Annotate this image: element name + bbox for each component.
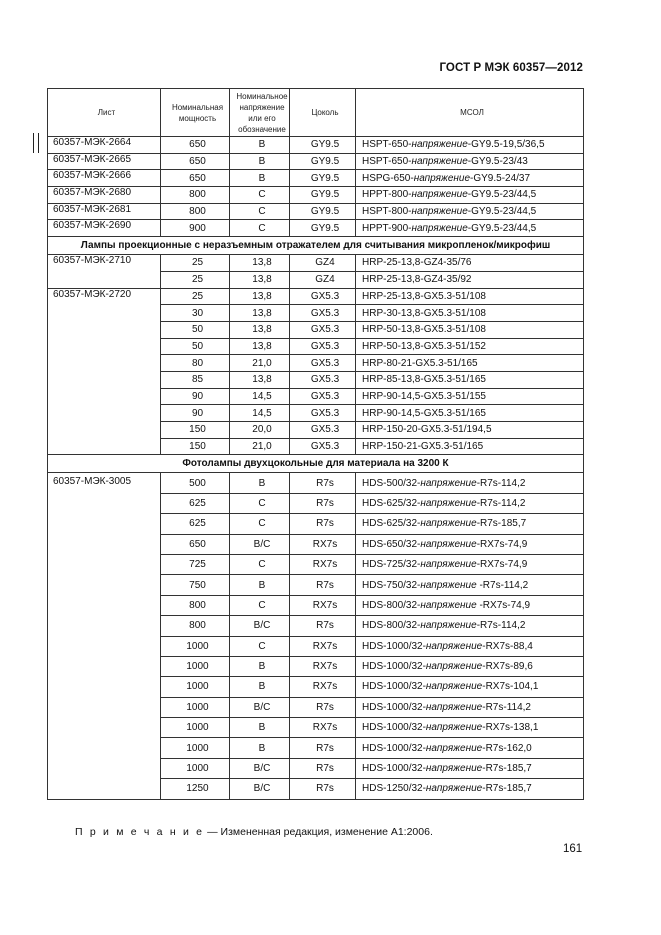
power-cell: 750 xyxy=(161,575,230,595)
cap-cell: GX5.3 xyxy=(290,438,356,455)
power-cell: 800 xyxy=(161,595,230,615)
designation-prefix: HDS-800/32- xyxy=(362,599,421,611)
voltage-cell: В/С xyxy=(230,697,290,717)
designation-prefix: HDS-750/32- xyxy=(362,579,421,591)
sheet-cell: 60357-МЭК-2664 xyxy=(48,137,161,154)
voltage-cell: 13,8 xyxy=(230,321,290,338)
voltage-cell: В xyxy=(230,738,290,758)
voltage-cell: 20,0 xyxy=(230,422,290,439)
voltage-cell: В xyxy=(230,473,290,493)
section-title-projection: Лампы проекционные с неразъемным отражателем для считывания микропленок/микрофиш xyxy=(48,237,584,255)
power-cell: 1000 xyxy=(161,697,230,717)
designation-cell: HRP-90-14,5-GX5.3-51/155 xyxy=(356,388,584,405)
note-text: — Измененная редакция, изменение А1:2006. xyxy=(204,826,433,838)
cap-cell: GX5.3 xyxy=(290,355,356,372)
power-cell: 1000 xyxy=(161,677,230,697)
designation-voltage-word: напряжение xyxy=(420,518,477,530)
designation-prefix: HDS-1000/32- xyxy=(362,661,426,673)
designation-prefix: HPPT-800- xyxy=(362,189,412,201)
power-cell: 650 xyxy=(161,534,230,554)
cap-cell: GZ4 xyxy=(290,255,356,272)
designation-voltage-word: напряжение xyxy=(411,222,468,234)
power-cell: 650 xyxy=(161,170,230,187)
power-cell: 30 xyxy=(161,305,230,322)
cap-cell: R7s xyxy=(290,758,356,778)
designation-cell xyxy=(356,187,584,204)
voltage-cell: С xyxy=(230,595,290,615)
cap-cell: R7s xyxy=(290,473,356,493)
designation-voltage-word: напряжение xyxy=(420,538,477,550)
cap-cell: R7s xyxy=(290,738,356,758)
designation-cell xyxy=(356,779,584,799)
designation-prefix: HSPT-650- xyxy=(362,139,412,151)
designation-cell: HRP-150-20-GX5.3-51/194,5 xyxy=(356,422,584,439)
power-cell: 800 xyxy=(161,203,230,220)
power-cell: 80 xyxy=(161,355,230,372)
table-row xyxy=(48,137,584,154)
voltage-cell: С xyxy=(230,636,290,656)
cap-cell: RX7s xyxy=(290,595,356,615)
cap-cell: R7s xyxy=(290,779,356,799)
power-cell: 1000 xyxy=(161,758,230,778)
cap-cell: RX7s xyxy=(290,554,356,574)
power-cell: 50 xyxy=(161,338,230,355)
voltage-cell: 13,8 xyxy=(230,371,290,388)
sheet-cell: 60357-МЭК-2666 xyxy=(48,170,161,187)
voltage-cell: 13,8 xyxy=(230,271,290,288)
voltage-cell: В/С xyxy=(230,758,290,778)
designation-suffix: -R7s-114,2 xyxy=(476,579,529,591)
designation-prefix: HSPG-650- xyxy=(362,172,414,184)
power-cell: 650 xyxy=(161,137,230,154)
power-cell: 90 xyxy=(161,405,230,422)
designation-cell xyxy=(356,697,584,717)
designation-suffix: -RX7s-88,4 xyxy=(482,640,533,652)
power-cell: 25 xyxy=(161,255,230,272)
designation-prefix: HDS-500/32- xyxy=(362,477,421,489)
cap-cell: GY9.5 xyxy=(290,220,356,237)
cap-cell: R7s xyxy=(290,575,356,595)
voltage-cell: С xyxy=(230,514,290,534)
cap-cell: RX7s xyxy=(290,718,356,738)
table-row xyxy=(48,288,584,305)
cap-cell: GX5.3 xyxy=(290,371,356,388)
designation-voltage-word: напряжение xyxy=(420,477,477,489)
designation-prefix: HDS-625/32- xyxy=(362,518,421,530)
power-cell: 150 xyxy=(161,422,230,439)
cap-cell: RX7s xyxy=(290,656,356,676)
voltage-cell: С xyxy=(230,187,290,204)
note-label: П р и м е ч а н и е xyxy=(75,826,205,838)
table-row xyxy=(48,473,584,493)
cap-cell: RX7s xyxy=(290,534,356,554)
designation-voltage-word: напряжение xyxy=(425,722,483,734)
designation-voltage-word: напряжение xyxy=(425,661,483,673)
sheet-cell: 60357-МЭК-2720 xyxy=(48,288,161,455)
designation-voltage-word: напряжение xyxy=(411,189,468,201)
cap-cell: GX5.3 xyxy=(290,388,356,405)
cap-cell: GY9.5 xyxy=(290,153,356,170)
designation-cell: HRP-50-13,8-GX5.3-51/108 xyxy=(356,321,584,338)
designation-voltage-word: напряжение xyxy=(425,681,483,693)
section-row xyxy=(48,455,584,473)
power-cell: 800 xyxy=(161,616,230,636)
designation-voltage-word: напряжение xyxy=(420,497,477,509)
power-cell: 1000 xyxy=(161,718,230,738)
power-cell: 625 xyxy=(161,514,230,534)
designation-cell xyxy=(356,575,584,595)
designation-prefix: HDS-800/32- xyxy=(362,620,421,632)
power-cell: 625 xyxy=(161,493,230,513)
table-note xyxy=(75,826,433,838)
voltage-cell: В xyxy=(230,575,290,595)
cap-cell: GX5.3 xyxy=(290,305,356,322)
voltage-cell: 14,5 xyxy=(230,388,290,405)
table-body xyxy=(48,137,584,800)
designation-cell xyxy=(356,493,584,513)
designation-cell xyxy=(356,514,584,534)
voltage-cell: 13,8 xyxy=(230,305,290,322)
designation-prefix: HDS-1000/32- xyxy=(362,701,426,713)
designation-voltage-word: напряжение xyxy=(420,579,477,591)
cap-cell: R7s xyxy=(290,616,356,636)
designation-voltage-word: напряжение xyxy=(425,701,483,713)
designation-cell xyxy=(356,738,584,758)
designation-suffix: -R7s-114,2 xyxy=(476,497,526,509)
power-cell: 800 xyxy=(161,187,230,204)
power-cell: 25 xyxy=(161,271,230,288)
designation-voltage-word: напряжение xyxy=(425,742,483,754)
cap-cell: RX7s xyxy=(290,636,356,656)
designation-voltage-word: напряжение xyxy=(411,156,468,168)
designation-cell: HRP-80-21-GX5.3-51/165 xyxy=(356,355,584,372)
designation-cell xyxy=(356,677,584,697)
designation-suffix: -R7s-185,7 xyxy=(482,763,532,775)
voltage-cell: 21,0 xyxy=(230,355,290,372)
designation-cell: HRP-25-13,8-GZ4-35/92 xyxy=(356,271,584,288)
voltage-cell: В/С xyxy=(230,534,290,554)
designation-prefix: HDS-1000/32- xyxy=(362,681,426,693)
power-cell: 650 xyxy=(161,153,230,170)
designation-cell: HRP-150-21-GX5.3-51/165 xyxy=(356,438,584,455)
table-row xyxy=(48,170,584,187)
designation-cell xyxy=(356,758,584,778)
lamp-table xyxy=(47,88,584,800)
power-cell: 725 xyxy=(161,554,230,574)
designation-prefix: HDS-1000/32- xyxy=(362,722,426,734)
sheet-cell: 60357-МЭК-2690 xyxy=(48,220,161,237)
designation-cell xyxy=(356,616,584,636)
change-bar-mark xyxy=(33,133,39,153)
cap-cell: GY9.5 xyxy=(290,137,356,154)
cap-cell: GX5.3 xyxy=(290,288,356,305)
voltage-cell: В xyxy=(230,153,290,170)
designation-cell: HRP-25-13,8-GZ4-35/76 xyxy=(356,255,584,272)
cap-cell: GY9.5 xyxy=(290,170,356,187)
designation-cell xyxy=(356,137,584,154)
cap-cell: R7s xyxy=(290,493,356,513)
designation-suffix: -R7s-185,7 xyxy=(476,518,527,530)
designation-cell: HRP-50-13,8-GX5.3-51/152 xyxy=(356,338,584,355)
designation-suffix: -R7s-114,2 xyxy=(476,477,526,489)
voltage-cell: В xyxy=(230,137,290,154)
sheet-cell: 60357-МЭК-2710 xyxy=(48,255,161,288)
power-cell: 150 xyxy=(161,438,230,455)
voltage-cell: В/С xyxy=(230,779,290,799)
table-row xyxy=(48,220,584,237)
voltage-cell: В xyxy=(230,718,290,738)
table-row xyxy=(48,187,584,204)
column-header-voltage: Номинальное напряжение или его обозначение xyxy=(230,89,290,137)
designation-prefix: HDS-650/32- xyxy=(362,538,421,550)
designation-prefix: HDS-1000/32- xyxy=(362,640,426,652)
designation-voltage-word: напряжение xyxy=(420,620,477,632)
designation-suffix: -RX7s-138,1 xyxy=(482,722,539,734)
designation-prefix: HSPT-800- xyxy=(362,206,412,218)
designation-suffix: -GY9.5-24/37 xyxy=(470,172,531,184)
column-header-power: Номинальная мощность xyxy=(161,89,230,137)
voltage-cell: В/С xyxy=(230,616,290,636)
voltage-cell: С xyxy=(230,554,290,574)
designation-suffix: -RX7s-74,9 xyxy=(476,599,531,611)
table-row xyxy=(48,255,584,272)
designation-voltage-word: напряжение xyxy=(425,783,483,795)
cap-cell: GY9.5 xyxy=(290,203,356,220)
cap-cell: GY9.5 xyxy=(290,187,356,204)
designation-cell xyxy=(356,203,584,220)
designation-cell xyxy=(356,718,584,738)
designation-suffix: -R7s-114,2 xyxy=(482,701,531,713)
section-row xyxy=(48,237,584,255)
column-header-cap: Цоколь xyxy=(290,89,356,137)
designation-cell xyxy=(356,170,584,187)
sheet-cell: 60357-МЭК-2680 xyxy=(48,187,161,204)
sheet-cell: 60357-МЭК-2681 xyxy=(48,203,161,220)
designation-cell: HRP-90-14,5-GX5.3-51/165 xyxy=(356,405,584,422)
designation-suffix: -RX7s-74,9 xyxy=(476,538,528,550)
designation-suffix: -GY9.5-23/44,5 xyxy=(467,206,537,218)
designation-suffix: -RX7s-89,6 xyxy=(482,661,533,673)
power-cell: 500 xyxy=(161,473,230,493)
designation-voltage-word: напряжение xyxy=(411,206,468,218)
sheet-cell: 60357-МЭК-3005 xyxy=(48,473,161,799)
designation-cell: HRP-30-13,8-GX5.3-51/108 xyxy=(356,305,584,322)
designation-prefix: HPPT-900- xyxy=(362,222,412,234)
designation-suffix: -GY9.5-19,5/36,5 xyxy=(467,139,545,151)
designation-suffix: -RX7s-104,1 xyxy=(482,681,539,693)
cap-cell: GZ4 xyxy=(290,271,356,288)
power-cell: 900 xyxy=(161,220,230,237)
designation-suffix: -R7s-185,7 xyxy=(482,783,532,795)
designation-voltage-word: напряжение xyxy=(425,640,483,652)
designation-cell xyxy=(356,656,584,676)
designation-prefix: HSPT-650- xyxy=(362,156,412,168)
designation-cell xyxy=(356,473,584,493)
designation-cell xyxy=(356,595,584,615)
voltage-cell: С xyxy=(230,493,290,513)
cap-cell: GX5.3 xyxy=(290,321,356,338)
designation-prefix: HDS-1000/32- xyxy=(362,742,426,754)
designation-cell xyxy=(356,534,584,554)
power-cell: 50 xyxy=(161,321,230,338)
voltage-cell: В xyxy=(230,677,290,697)
designation-suffix: -GY9.5-23/43 xyxy=(467,156,528,168)
designation-voltage-word: напряжение xyxy=(411,139,468,151)
designation-prefix: HDS-625/32- xyxy=(362,497,421,509)
power-cell: 1000 xyxy=(161,636,230,656)
cap-cell: GX5.3 xyxy=(290,422,356,439)
power-cell: 85 xyxy=(161,371,230,388)
designation-voltage-word: напряжение xyxy=(425,763,483,775)
table-row xyxy=(48,153,584,170)
voltage-cell: 13,8 xyxy=(230,255,290,272)
voltage-cell: В xyxy=(230,170,290,187)
designation-suffix: -GY9.5-23/44,5 xyxy=(467,222,537,234)
table-row xyxy=(48,203,584,220)
designation-cell xyxy=(356,554,584,574)
cap-cell: GX5.3 xyxy=(290,338,356,355)
voltage-cell: 13,8 xyxy=(230,338,290,355)
section-title-photo: Фотолампы двухцокольные для материала на 3200 К xyxy=(48,455,584,473)
designation-prefix: HDS-1000/32- xyxy=(362,763,426,775)
designation-cell xyxy=(356,153,584,170)
designation-suffix: -R7s-162,0 xyxy=(482,742,532,754)
power-cell: 1000 xyxy=(161,738,230,758)
power-cell: 90 xyxy=(161,388,230,405)
voltage-cell: С xyxy=(230,220,290,237)
voltage-cell: С xyxy=(230,203,290,220)
designation-cell xyxy=(356,636,584,656)
designation-suffix: -GY9.5-23/44,5 xyxy=(467,189,537,201)
designation-suffix: -RX7s-74,9 xyxy=(476,559,528,571)
voltage-cell: В xyxy=(230,656,290,676)
designation-voltage-word: напряжение xyxy=(420,599,477,611)
designation-voltage-word: напряжение xyxy=(420,559,477,571)
voltage-cell: 21,0 xyxy=(230,438,290,455)
designation-prefix: HDS-1250/32- xyxy=(362,783,426,795)
designation-prefix: HDS-725/32- xyxy=(362,559,421,571)
cap-cell: R7s xyxy=(290,697,356,717)
voltage-cell: 14,5 xyxy=(230,405,290,422)
power-cell: 1250 xyxy=(161,779,230,799)
voltage-cell: 13,8 xyxy=(230,288,290,305)
cap-cell: R7s xyxy=(290,514,356,534)
power-cell: 1000 xyxy=(161,656,230,676)
table-header-row xyxy=(48,89,584,137)
designation-voltage-word: напряжение xyxy=(413,172,471,184)
column-header-sheet: Лист xyxy=(48,89,161,137)
designation-cell: HRP-85-13,8-GX5.3-51/165 xyxy=(356,371,584,388)
sheet-cell: 60357-МЭК-2665 xyxy=(48,153,161,170)
designation-cell: HRP-25-13,8-GX5.3-51/108 xyxy=(356,288,584,305)
cap-cell: GX5.3 xyxy=(290,405,356,422)
column-header-designation: МСОЛ xyxy=(356,89,584,137)
cap-cell: RX7s xyxy=(290,677,356,697)
page-number: 161 xyxy=(563,843,583,855)
standard-id: ГОСТ Р МЭК 60357—2012 xyxy=(439,62,583,74)
designation-suffix: -R7s-114,2 xyxy=(476,620,526,632)
designation-cell xyxy=(356,220,584,237)
power-cell: 25 xyxy=(161,288,230,305)
